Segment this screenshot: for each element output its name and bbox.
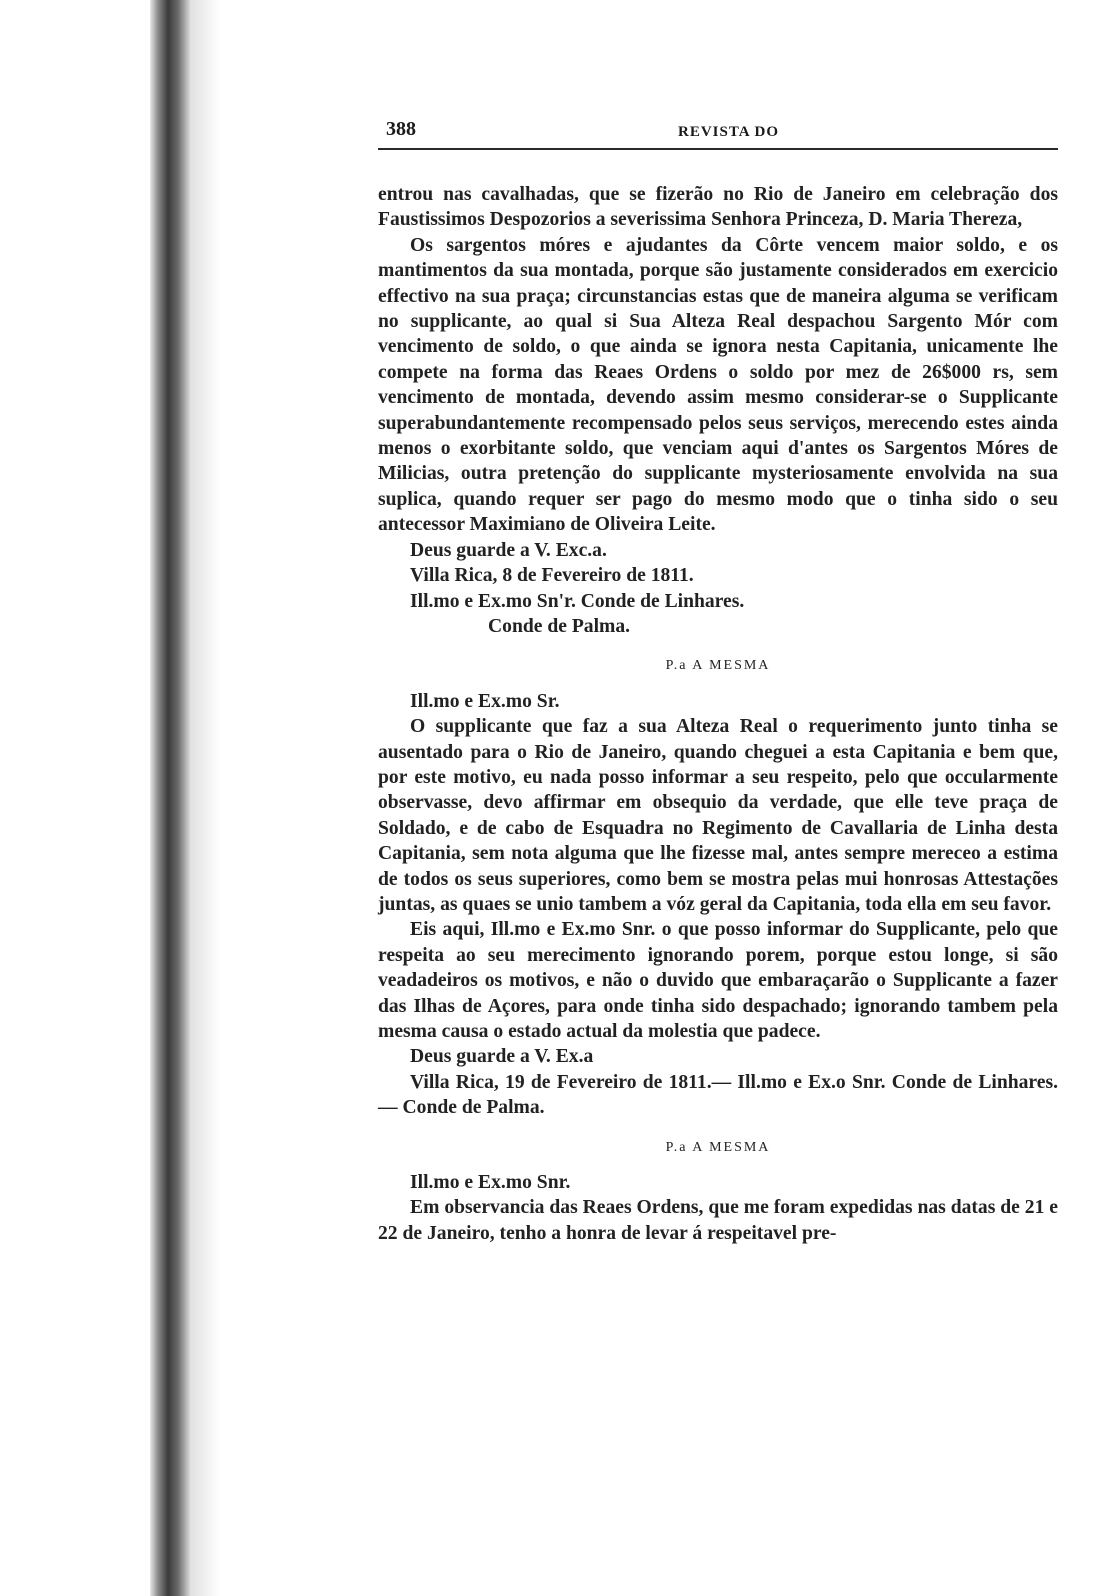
paragraph: Em observancia das Reaes Ordens, que me foram expedidas nas datas de 21 e 22 de Janeiro, tenho a honra de levar á respeitavel pre- — [378, 1197, 1058, 1244]
addressee-line: Ill.mo e Ex.mo Sn'r. Conde de Linhares. — [410, 590, 745, 612]
spine-shadow — [190, 0, 220, 1596]
running-head: REVISTA DO — [678, 124, 779, 140]
signature-line: Conde de Palma. — [488, 615, 631, 637]
section-heading: P.a A MESMA — [665, 1139, 771, 1155]
date-signature-line: Villa Rica, 19 de Fevereiro de 1811.— Ill.mo e Ex.o Snr. Conde de Linhares.— Conde de Palma. — [378, 1071, 1058, 1119]
closing-line: Deus guarde a V. Ex.a — [410, 1046, 594, 1068]
paragraph: Eis aqui, Ill.mo e Ex.mo Snr. o que posso informar do Supplicante, pelo que respeita ao seu merecimento ignorando porem, porque estou longe, si são veadadeiros os motivos, e não o duvido que embaraçarão o Supplicante a fazer das Ilhas de Açores, para onde tinha sido despachado; ignorando tambem pela mesma causa o estado actual da molestia que padece. — [378, 919, 1058, 1042]
date-line: Villa Rica, 8 de Fevereiro de 1811. — [410, 565, 694, 587]
page-body — [378, 182, 1058, 1246]
book-spine — [150, 0, 190, 1596]
page — [378, 112, 1058, 1246]
section-heading: P.a A MESMA — [665, 658, 771, 674]
salutation: Ill.mo e Ex.mo Snr. — [410, 1172, 571, 1194]
closing-line: Deus guarde a V. Exc.a. — [410, 539, 607, 561]
paragraph: Os sargentos móres e ajudantes da Côrte vencem maior soldo, e os mantimentos da sua montada, porque são justamente considerados em exercicio effectivo na sua praça; circunstancias estas que de maneira alguma se verificam no supplicante, ao qual si Sua Alteza Real despachou Sargento Mór com vencimento de soldo, o que ainda se ignora nesta Capitania, unicamente lhe compete na forma das Reaes Ordens o soldo por mez de 26$000 rs, sem vencimento de montada, devendo assim mesmo considerar-se o Supplicante superabundantemente recompensado pelos seus serviços, merecendo estes ainda menos o exorbitante soldo, que venciam aqui d'antes os Sargentos Móres de Milicias, outra pretenção do supplicante mysteriosamente envolvida na sua suplica, quando requer ser pago do mesmo modo que o tinha sido o seu antecessor Maximiano de Oliveira Leite. — [378, 234, 1058, 536]
paragraph: O supplicante que faz a sua Alteza Real o requerimento junto tinha se ausentado para o Rio de Janeiro, quando cheguei a esta Capitania e bem que, por este motivo, eu nada posso informar a seu respeito, pelo que occularmente observasse, devo affirmar em obsequio da verdade, que elle teve praça de Soldado, e de cabo de Esquadra no Regimento de Cavallaria de Linha desta Capitania, sem nota alguma que lhe fizesse mal, antes sempre mereceo a estima de todos os seus superiores, como bem se mostra pelas mui honrosas Attestações juntas, as quaes se unio tambem a vóz geral da Capitania, toda ella em seu favor. — [378, 716, 1058, 915]
page-header — [378, 112, 1058, 150]
page-number: 388 — [386, 118, 416, 140]
paragraph-continued: entrou nas cavalhadas, que se fizerão no Rio de Janeiro em celebração dos Faustissimos Despozorios a severissima Senhora Princeza, D. Maria Thereza, — [378, 184, 1058, 231]
salutation: Ill.mo e Ex.mo Sr. — [410, 690, 560, 712]
